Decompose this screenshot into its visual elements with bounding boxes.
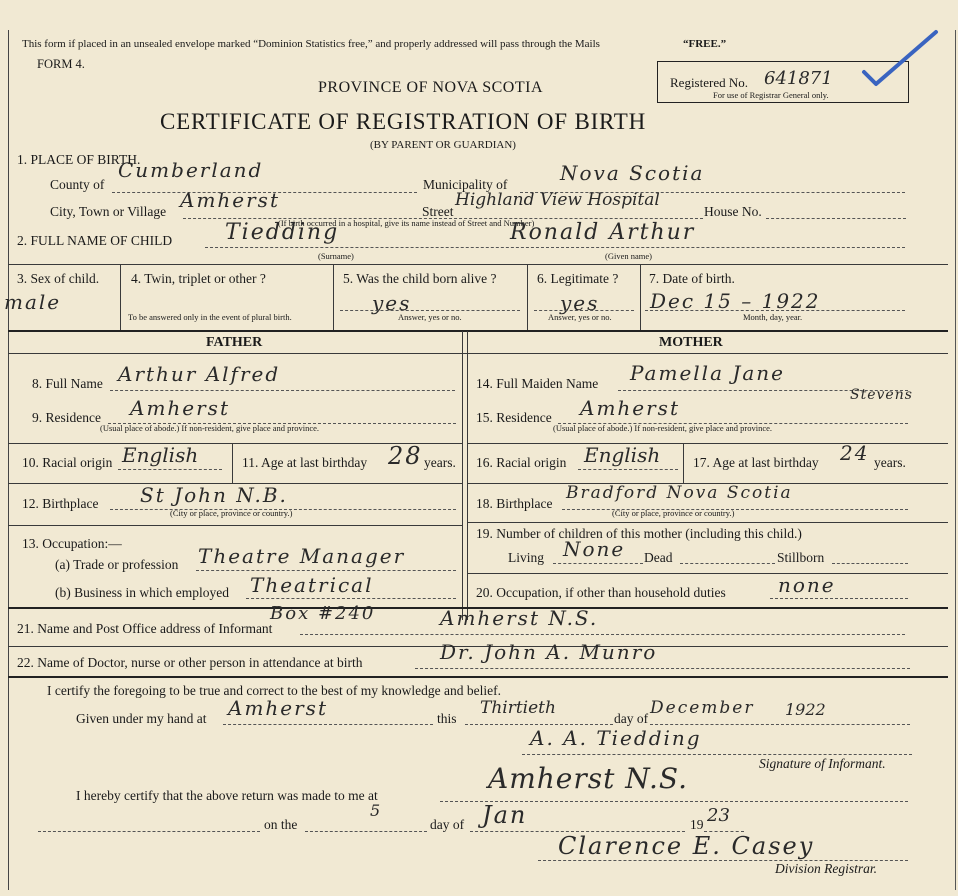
on-year-prefix: 19 [690, 817, 704, 832]
business-label: (b) Business in which employed [55, 585, 229, 600]
father-racial-line [118, 469, 222, 470]
mother-birthplace-note: (City or place, province or country.) [612, 508, 735, 518]
row3-divider-1 [120, 264, 121, 330]
hereby-label: I hereby certify that the above return was made to me at [76, 788, 378, 803]
date-caption: Month, day, year. [743, 312, 803, 322]
mother-name-label: 14. Full Maiden Name [476, 376, 599, 391]
alive-value: yes [372, 291, 412, 315]
certify-statement: I certify the foregoing to be true and correct to the best of my knowledge and belief. [47, 683, 501, 698]
mother-years: years. [874, 455, 906, 470]
mother-birthplace-value: Bradford Nova Scotia [566, 483, 793, 503]
mother-rule-3 [467, 522, 948, 523]
alive-label: 5. Was the child born alive ? [343, 271, 497, 286]
children-count-label: 19. Number of children of this mother (including this child.) [476, 526, 802, 541]
mother-racial-value: English [584, 443, 661, 467]
on-day-value: 5 [370, 801, 383, 820]
street-label: Street [422, 204, 454, 219]
father-birthplace-label: 12. Birthplace [22, 496, 99, 511]
surname-caption: (Surname) [318, 251, 354, 261]
mother-heading: MOTHER [659, 335, 723, 350]
form-number: FORM 4. [37, 57, 85, 71]
trade-label: (a) Trade or profession [55, 557, 179, 572]
house-line [766, 218, 906, 219]
day-of-label-2: day of [430, 817, 465, 832]
hereby-place-value: Amherst N.S. [488, 762, 688, 795]
father-years: years. [424, 455, 456, 470]
parents-divider-2 [467, 331, 468, 620]
on-the-label: on the [264, 817, 298, 832]
mail-free: “FREE.” [683, 38, 727, 50]
city-label: City, Town or Village [50, 204, 167, 219]
on-the-lead-line [38, 831, 260, 832]
father-age-value: 28 [388, 442, 423, 470]
father-residence-value: Amherst [130, 396, 230, 420]
mother-residence-note: (Usual place of abode.) If non-resident, give place and province. [553, 423, 773, 433]
registered-label: Registered No. [670, 75, 748, 90]
informant-signature: A. A. Tiedding [530, 726, 702, 750]
child-name-line [205, 247, 905, 248]
mother-racial-line [578, 469, 678, 470]
right-border [955, 30, 956, 890]
mother-name-value: Pamella Jane [630, 361, 786, 385]
business-value: Theatrical [250, 573, 374, 597]
sex-value: male [4, 290, 62, 314]
date-line [645, 310, 905, 311]
given-day-line [465, 724, 613, 725]
date-of-birth-value: Dec 15 – 1922 [650, 289, 821, 313]
legitimate-value: yes [560, 291, 600, 315]
sex-label: 3. Sex of child. [17, 271, 100, 286]
mother-age-label: 17. Age at last birthday [693, 455, 819, 470]
alive-caption: Answer, yes or no. [398, 312, 462, 322]
day-of-label: day of [614, 711, 649, 726]
legitimate-line [534, 310, 634, 311]
given-under-label: Given under my hand at [76, 711, 207, 726]
father-rule-3 [8, 525, 462, 526]
living-label: Living [508, 550, 544, 565]
left-border [8, 30, 9, 890]
living-value: None [563, 537, 626, 561]
given-day-value: Thirtieth [480, 698, 556, 718]
registrar-signature: Clarence E. Casey [558, 832, 815, 860]
mother-residence-label: 15. Residence [476, 410, 552, 425]
legitimate-caption: Answer, yes or no. [548, 312, 612, 322]
mother-occupation-line [770, 598, 908, 599]
given-year-value: 1922 [785, 700, 826, 719]
informant-address-value: Amherst N.S. [440, 606, 599, 630]
given-month-value: December [650, 698, 755, 718]
father-name-line [110, 390, 455, 391]
row3-divider-3 [527, 264, 528, 330]
row3-top-rule [8, 264, 948, 265]
father-residence-label: 9. Residence [32, 410, 101, 425]
mail-note: This form if placed in an unsealed envelope marked “Dominion Statistics free,” and properly addressed will pass through the Mails [22, 38, 600, 50]
mother-residence-value: Amherst [580, 396, 680, 420]
doctor-label: 22. Name of Doctor, nurse or other person in attendance at birth [17, 655, 363, 670]
business-line [246, 598, 456, 599]
municipality-label: Municipality of [423, 177, 508, 192]
doctor-line [415, 668, 910, 669]
child-surname: Tiedding [225, 220, 340, 245]
child-name-label: 2. FULL NAME OF CHILD [17, 233, 173, 248]
page-title: CERTIFICATE OF REGISTRATION OF BIRTH [160, 109, 647, 134]
twin-label: 4. Twin, triplet or other ? [131, 271, 266, 286]
mother-name-value-2: Stevens [850, 387, 913, 403]
parents-divider-1 [462, 331, 463, 620]
mother-rule-1 [467, 443, 948, 444]
trade-line [196, 570, 456, 571]
house-label: House No. [704, 204, 762, 219]
street-value: Highland View Hospital [455, 190, 660, 210]
mother-occupation-label: 20. Occupation, if other than household duties [476, 585, 726, 600]
father-heading: FATHER [206, 335, 263, 350]
father-birthplace-value: St John N.B. [140, 483, 288, 507]
this-label: this [437, 711, 457, 726]
mother-racial-label: 16. Racial origin [476, 455, 567, 470]
mother-racial-divider [683, 443, 684, 483]
page-subtitle: (BY PARENT OR GUARDIAN) [370, 139, 516, 151]
informant-label: 21. Name and Post Office address of Informant [17, 621, 273, 636]
county-label: County of [50, 177, 105, 192]
child-given-name: Ronald Arthur [510, 220, 696, 245]
place-of-birth-heading: 1. PLACE OF BIRTH. [17, 152, 141, 167]
stillborn-label: Stillborn [777, 550, 825, 565]
father-name-label: 8. Full Name [32, 376, 103, 391]
given-month-line [650, 724, 910, 725]
mother-birthplace-label: 18. Birthplace [476, 496, 553, 511]
hospital-note: (If birth occurred in a hospital, give its name instead of Street and Number) [278, 218, 535, 228]
parents-top-rule [8, 330, 948, 332]
signature-caption: Signature of Informant. [759, 756, 886, 771]
father-age-label: 11. Age at last birthday [242, 455, 368, 470]
father-residence-note: (Usual place of abode.) If non-resident, give place and province. [100, 423, 320, 433]
trade-value: Theatre Manager [198, 544, 406, 568]
father-birthplace-note: (City or place, province or country.) [170, 508, 293, 518]
row3-divider-4 [640, 264, 641, 330]
row3-divider-2 [333, 264, 334, 330]
on-day-line [305, 831, 427, 832]
mother-age-value: 24 [840, 441, 870, 465]
informant-box-value: Box #240 [270, 603, 376, 624]
given-name-caption: (Given name) [605, 251, 652, 261]
check-mark-icon [842, 28, 942, 96]
twin-note: To be answered only in the event of plural birth. [128, 312, 292, 322]
province-heading: PROVINCE OF NOVA SCOTIA [318, 79, 544, 96]
on-month-value: Jan [482, 801, 528, 829]
doctor-value: Dr. John A. Munro [440, 640, 658, 664]
registrar-caption: Division Registrar. [775, 861, 878, 876]
father-name-value: Arthur Alfred [118, 362, 281, 386]
mother-occupation-value: none [778, 573, 836, 597]
parents-heading-rule [8, 353, 948, 354]
informant-line [300, 634, 905, 635]
certify-top-rule [8, 676, 948, 678]
county-value: Cumberland [118, 158, 264, 182]
father-racial-value: English [122, 443, 199, 467]
informant-signature-line [522, 754, 912, 755]
given-place-line [223, 724, 433, 725]
living-line [553, 563, 643, 564]
municipality-value: Nova Scotia [560, 161, 705, 185]
father-racial-label: 10. Racial origin [22, 455, 113, 470]
dead-line [680, 563, 775, 564]
date-of-birth-label: 7. Date of birth. [649, 271, 735, 286]
dead-label: Dead [644, 550, 673, 565]
city-value: Amherst [180, 188, 280, 212]
stillborn-line [832, 563, 908, 564]
father-racial-divider [232, 443, 233, 483]
alive-line [340, 310, 520, 311]
registered-number: 641871 [764, 68, 833, 89]
on-year-value: 23 [707, 805, 730, 826]
occupation-label: 13. Occupation:— [22, 536, 122, 551]
legitimate-label: 6. Legitimate ? [537, 271, 619, 286]
mother-rule-4 [467, 573, 948, 574]
registrar-only-note: For use of Registrar General only. [713, 90, 829, 100]
given-place-value: Amherst [228, 696, 328, 720]
